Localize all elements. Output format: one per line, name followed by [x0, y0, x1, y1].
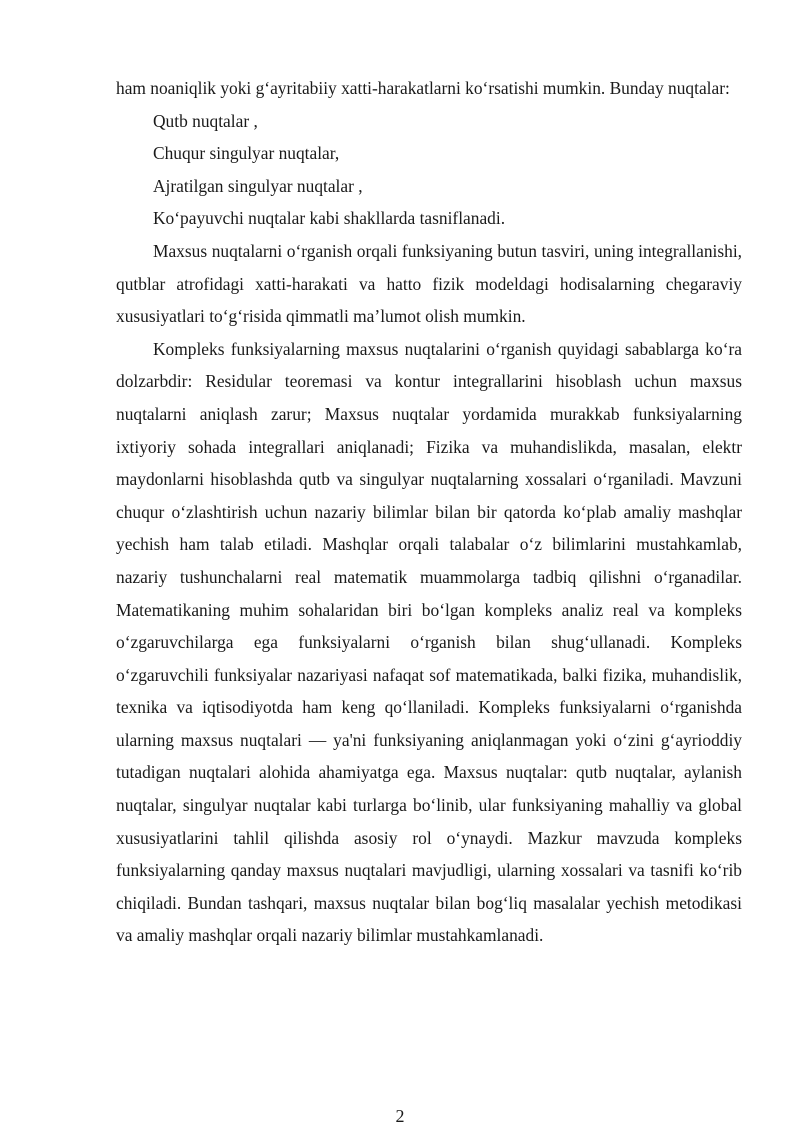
- list-item-deep-singular: Chuqur singulyar nuqtalar,: [153, 143, 340, 164]
- list-item-multiple-points: Ko‘payuvchi nuqtalar kabi shakllarda tasniflanadi.: [153, 208, 506, 229]
- intro-paragraph: ham noaniqlik yoki g‘ayritabiiy xatti-harakatlarni ko‘rsatishi mumkin. Bunday nuqtalar:: [116, 78, 730, 98]
- list-item-poles: Qutb nuqtalar ,: [153, 110, 258, 131]
- paragraph-significance: Maxsus nuqtalarni o‘rganish orqali funksiyaning butun tasviri, uning integrallanishi, qutblar atrofidagi xatti-harakati va hatto fizik modeldagi hodisalarning chegaraviy xususiyatlari to‘g‘risida qimmatli ma’lumot olish mumkin.: [116, 240, 742, 327]
- paragraph-relevance: Kompleks funksiyalarning maxsus nuqtalarini o‘rganish quyidagi sabablarga ko‘ra dolzarbdir: Residular teoremasi va kontur integrallarini hisoblash uchun maxsus nuqtalarni aniqlash zarur; Maxsus nuqtalar yordamida murakkab funksiyalarning ixtiyoriy sohada integrallari aniqlanadi; Fizika va muhandislikda, masalan, elektr maydonlarni hisoblashda qutb va singulyar nuqtalarning xossalari o‘rganiladi. Mavzuni chuqur o‘zlashtirish uchun nazariy bilimlar bilan bir qatorda ko‘plab amaliy mashqlar yechish ham talab etiladi. Mashqlar orqali talabalar o‘z bilimlarini mustahkamlab, nazariy tushunchalarni real matematik muammolarga tadbiq qilishni o‘rganadilar. Matematikaning muhim sohalaridan biri bo‘lgan kompleks analiz real va kompleks o‘zgaruvchilarga ega funksiyalarni o‘rganish bilan shug‘ullanadi. Kompleks o‘zgaruvchili funksiyalar nazariyasi nafaqat sof matematikada, balki fizika, muhandislik, texnika va iqtisodiyotda ham keng qo‘llaniladi. Kompleks funksiyalarni o‘rganishda ularning maxsus nuqtalari — ya'ni funksiyaning aniqlanmagan yoki o‘zini g‘ayrioddiy tutadigan nuqtalari alohida ahamiyatga ega. Maxsus nuqtalar: qutb nuqtalar, aylanish nuqtalar, singulyar nuqtalar kabi turlarga bo‘linib, ular funksiyaning mahalliy va global xususiyatlarini tahlil qilishda asosiy rol o‘ynaydi. Mazkur mavzuda kompleks funksiyalarning qanday maxsus nuqtalari mavjudligi, ularning xossalari va tasnifi ko‘rib chiqiladi. Bundan tashqari, maxsus nuqtalar bilan bog‘liq masalalar yechish metodikasi va amaliy mashqlar orqali nazariy bilimlar mustahkamlanadi.: [116, 338, 742, 946]
- document-body: [116, 72, 742, 952]
- page-number: 2: [395, 1106, 405, 1126]
- list-item-isolated-singular: Ajratilgan singulyar nuqtalar ,: [153, 175, 363, 196]
